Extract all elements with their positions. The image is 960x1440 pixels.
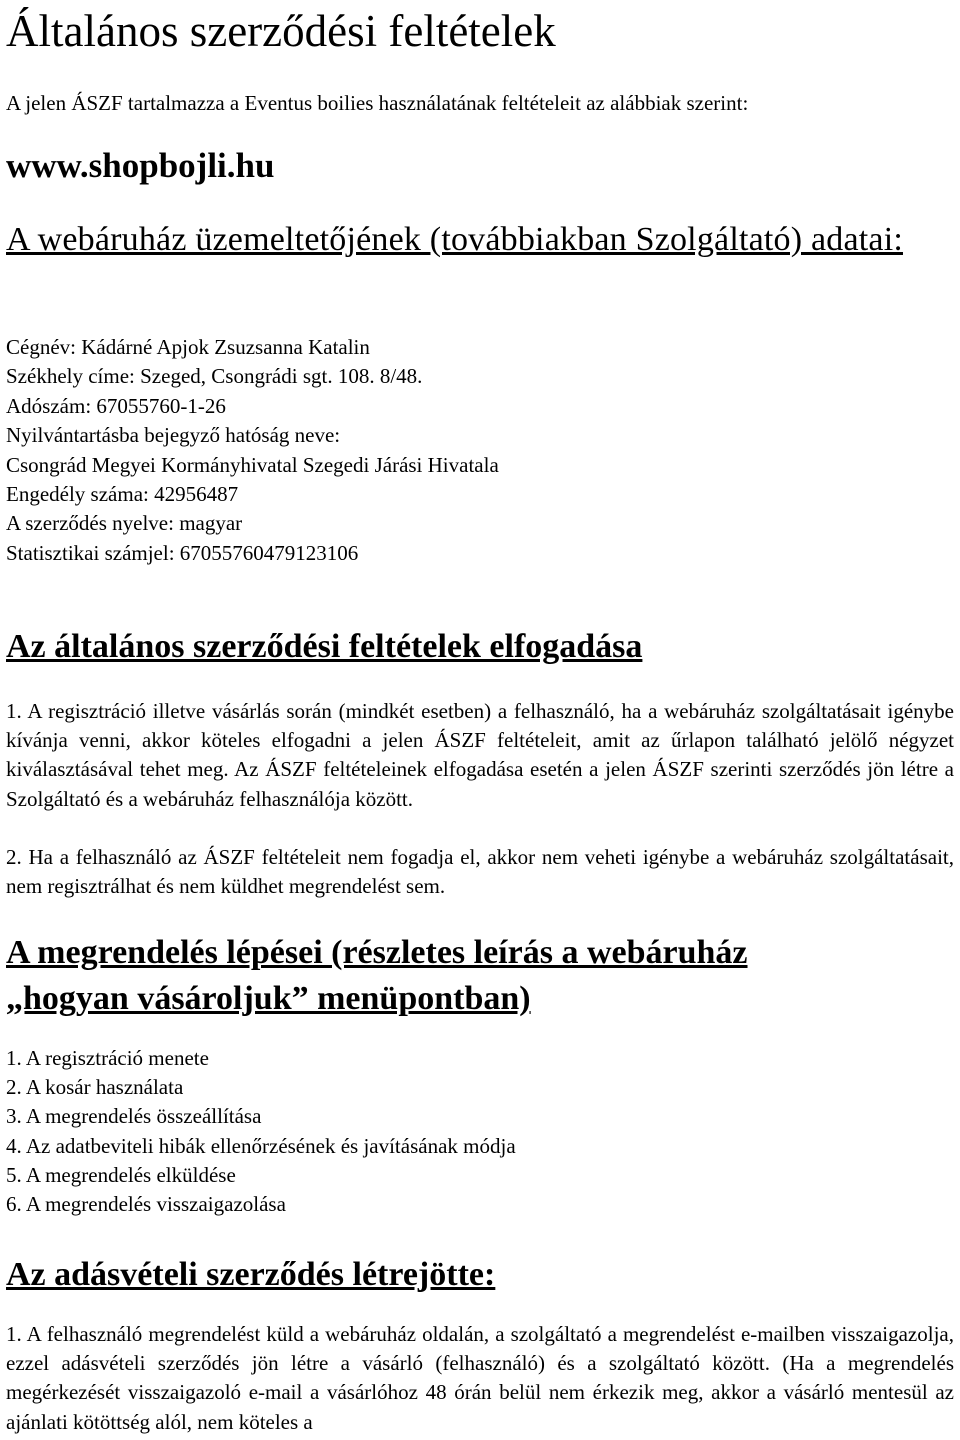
company-tax-number-line: Adószám: 67055760-1-26 [6, 393, 226, 418]
acceptance-heading: Az általános szerződési feltételek elfogadása [6, 628, 643, 665]
company-language-line: A szerződés nyelve: magyar [6, 511, 243, 536]
company-license-line: Engedély száma: 42956487 [6, 482, 239, 507]
company-authority-label-line: Nyilvántartásba bejegyző hatóság neve: [6, 423, 341, 448]
order-steps-list [6, 1044, 516, 1219]
acceptance-paragraph-1: 1. A regisztráció illetve vásárlás során (mindkét esetben) a felhasználó, ha a webáruház szolgáltatásait igénybe kívánja venni, akkor köteles elfogadni a jelen ÁSZF feltételeit, amit az űrlapon található jelölő négyzet kiválasztásával tehet meg. Az ÁSZF feltételeinek elfogadása esetén a jelen ÁSZF szerinti szerződés jön létre a Szolgáltató és a webáruház felhasználója között. [6, 699, 954, 811]
company-name-line: Cégnév: Kádárné Apjok Zsuzsanna Katalin [6, 335, 370, 359]
website-address: www.shopbojli.hu [6, 146, 275, 185]
company-statistical-number-line: Statisztikai számjel: 67055760479123106 [6, 540, 359, 565]
contract-heading: Az adásvételi szerződés létrejötte: [6, 1256, 496, 1293]
list-item: 1. A regisztráció menete [6, 1046, 209, 1070]
list-item: 6. A megrendelés visszaigazolása [6, 1192, 286, 1217]
acceptance-paragraph-2: 2. Ha a felhasználó az ÁSZF feltételeit nem fogadja el, akkor nem veheti igénybe a webáruház szolgáltatásait, nem regisztrálhat és nem küldhet megrendelést sem. [6, 845, 954, 899]
intro-text: A jelen ÁSZF tartalmazza a Eventus boilies használatának feltételeit az alábbiak szerint: [6, 91, 749, 115]
document-title: Általános szerződési feltételek [6, 6, 556, 56]
company-details [6, 333, 499, 568]
company-address-line: Székhely címe: Szeged, Csongrádi sgt. 108. 8/48. [6, 364, 423, 389]
order-steps-heading-line-2: „hogyan vásároljuk” menüpontban) [6, 980, 531, 1017]
order-steps-heading-line-1: A megrendelés lépései (részletes leírás a webáruház [6, 934, 748, 971]
contract-paragraph-1: 1. A felhasználó megrendelést küld a webáruház oldalán, a szolgáltató a megrendelést e-mailben visszaigazolja, ezzel adásvételi szerződés jön létre a vásárló (felhasználó) és a szolgáltató között. (Ha a megrendelés megérkezését visszaigazoló e-mail a vásárlóhoz 48 órán belül nem érkezik meg, akkor a vásárló mentesül az ajánlati kötöttség alól, nem köteles a [6, 1322, 954, 1434]
list-item: 2. A kosár használata [6, 1075, 184, 1100]
company-authority-name-line: Csongrád Megyei Kormányhivatal Szegedi Járási Hivatala [6, 452, 499, 477]
list-item: 3. A megrendelés összeállítása [6, 1104, 262, 1129]
list-item: 4. Az adatbeviteli hibák ellenőrzésének és javításának módja [6, 1133, 516, 1158]
list-item: 5. A megrendelés elküldése [6, 1162, 236, 1187]
operator-heading: A webáruház üzemeltetőjének (továbbiakban Szolgáltató) adatai: [6, 221, 903, 258]
